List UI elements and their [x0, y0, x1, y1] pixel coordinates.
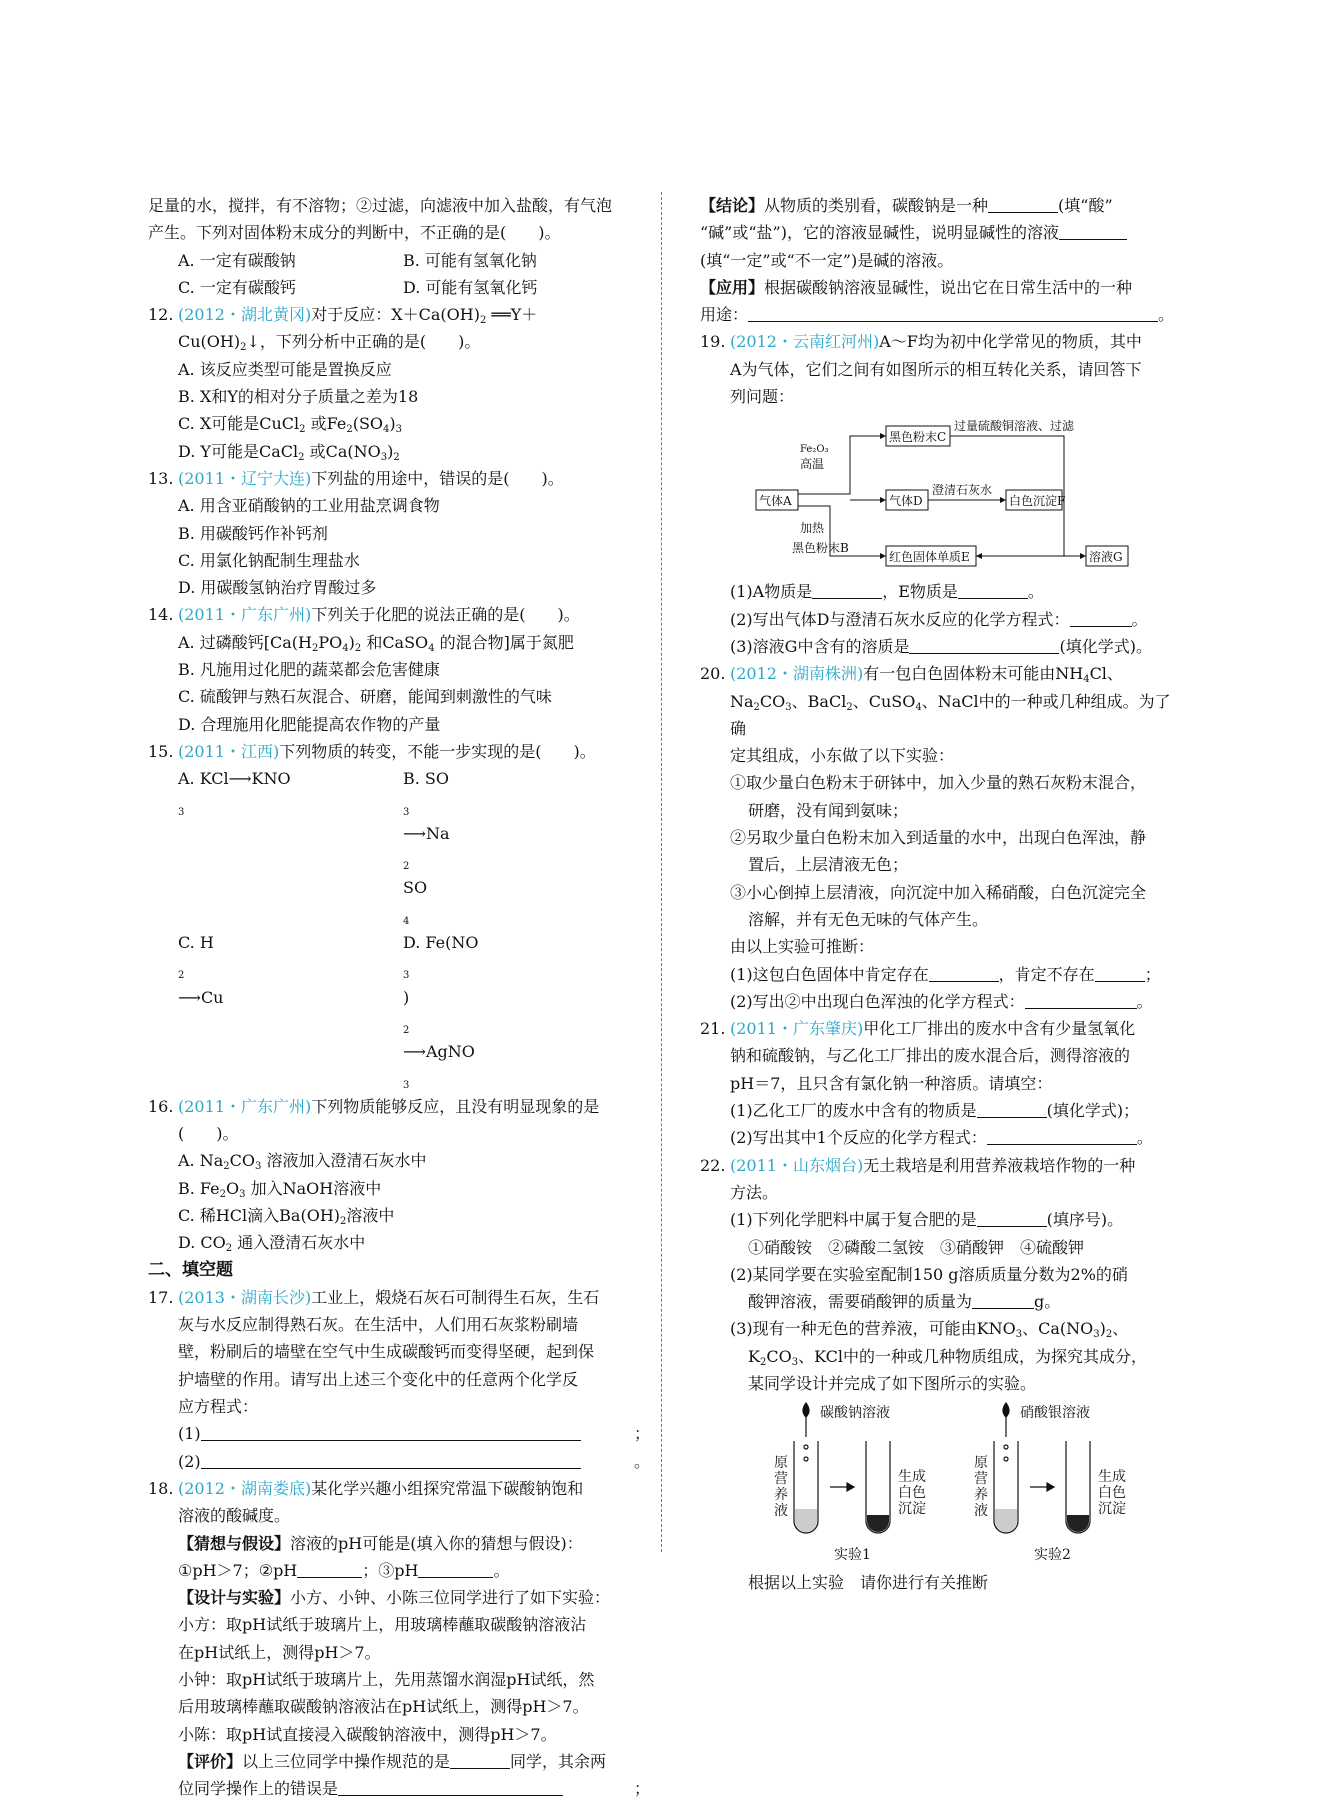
q18-chen: 小陈：取pH试直接浸入碳酸钠溶液中，测得pH＞7。: [178, 1724, 557, 1744]
q19-answer-3: (3)溶液G中含有的溶质是 (填化学式)。: [730, 636, 1152, 656]
q16-opt-a: A. $Na_2CO_3$ 溶液加入澄清石灰水中: [178, 1151, 427, 1173]
q14-opt-a: A. 过磷酸钙[$Ca(H_2PO_4)_2$ 和CaSO$_4$ 的混合物]属于氮肥: [178, 632, 574, 654]
answer-blank[interactable]: [972, 1290, 1034, 1309]
answer-blank[interactable]: [1059, 221, 1127, 240]
q17-line: 壁，粉刷后的墙壁在空气中生成碳酸钙而变得坚硬，起到保: [178, 1342, 595, 1362]
label-cuso4: 过量硫酸铜溶液、过滤: [954, 419, 1075, 434]
label-gas-d: 气体D: [889, 494, 923, 509]
question-21: [700, 1015, 1176, 1151]
question-number: 22.: [700, 1155, 726, 1175]
answer-blank[interactable]: [297, 1559, 362, 1578]
conversion-diagram: [730, 414, 1150, 574]
answer-blank[interactable]: [450, 1750, 510, 1769]
q13-opt-c: C. 用氯化钠配制生理盐水: [178, 550, 360, 570]
q18-apply-2: 用途： 。: [700, 305, 1175, 325]
question-source: (2011・山东烟台): [730, 1155, 864, 1175]
answer-blank[interactable]: [929, 963, 999, 982]
svg-text:生成: 生成: [898, 1469, 926, 1486]
right-column: [700, 192, 1176, 1597]
q12-opt-a: A. 该反应类型可能是置换反应: [178, 359, 392, 379]
q11-line1: 足量的水，搅拌，有不溶物；②过滤，向滤液中加入盐酸，有气泡: [148, 196, 613, 215]
svg-text:沉淀: 沉淀: [898, 1501, 926, 1518]
q22-answer-3: (3)现有一种无色的营养液，可能由$KNO_3$、$Ca(NO_3)_2$、: [730, 1319, 1129, 1341]
q18-design: 【设计与实验】小方、小钟、小陈三位同学进行了如下实验：: [178, 1588, 611, 1608]
svg-text:原: 原: [774, 1455, 788, 1472]
label-jiare: 加热: [800, 521, 825, 536]
q12-opt-c: C. X可能是CuCl$_2$ 或$Fe_2(SO_4)_3$: [178, 414, 403, 436]
q18-guess: 【猜想与假设】溶液的pH可能是(填入你的猜想与假设)：: [178, 1533, 583, 1553]
dropper-2: [1003, 1403, 1009, 1417]
q20-step3b: 溶解，并有无色无味的气体产生。: [748, 909, 989, 929]
q18-guess-options: ①pH＞7；②pH ；③pH 。: [178, 1560, 510, 1580]
q22-answer-1: (1)下列化学肥料中属于复合肥的是 (填序号)。: [730, 1210, 1124, 1230]
question-15: [148, 738, 650, 1093]
q18-continued: [700, 192, 1176, 328]
question-number: 17.: [148, 1287, 174, 1307]
q15-stem: 下列物质的转变，不能一步实现的是( )。: [279, 741, 596, 761]
q20-step1b: 研磨，没有闻到氨味；: [748, 800, 909, 820]
answer-blank[interactable]: [1070, 608, 1132, 627]
svg-text:液: 液: [974, 1503, 988, 1520]
question-source: (2011・广东肇庆): [730, 1019, 864, 1039]
q16-stem: 下列物质能够反应，且没有明显现象的是: [311, 1096, 600, 1116]
question-number: 15.: [148, 741, 174, 761]
question-number: 20.: [700, 664, 726, 684]
q22-answer-2: (2)某同学要在实验室配制150 g溶质质量分数为2%的硝: [730, 1264, 1128, 1284]
question-source: (2012・云南红河州): [730, 332, 880, 352]
q19-stem: A～F均为初中化学常见的物质，其中: [879, 332, 1142, 352]
question-number: 19.: [700, 332, 726, 352]
svg-text:养: 养: [774, 1487, 788, 1504]
q20-stem2: $Na_2CO_3$、BaCl$_2$、CuSO$_4$、NaCl中的一种或几种组成。为了确: [730, 691, 1171, 738]
question-17: [148, 1284, 650, 1475]
q15-opt-d: D. $Fe(NO_3)_2⟶AgNO_3$: [403, 933, 479, 1091]
q11-tail: [148, 192, 650, 301]
label-black-b: 黑色粉末B: [792, 541, 849, 556]
answer-blank[interactable]: [988, 194, 1058, 213]
q21-answer-1: (1)乙化工厂的废水中含有的物质是 (填化学式)；: [730, 1101, 1140, 1121]
label-red-e: 红色固体单质E: [889, 550, 970, 565]
q15-opt-a: A. $KCl⟶KNO_3$: [178, 769, 291, 818]
question-source: (2011・广东广州): [178, 1096, 312, 1116]
label-white-f: 白色沉淀F: [1009, 494, 1066, 509]
answer-blank[interactable]: [201, 1450, 581, 1469]
label-gas-a: 气体A: [759, 494, 792, 509]
q17-answer-2: (2) 。: [178, 1451, 650, 1471]
q18-conclusion-3: (填“一定”或“不一定”)是碱的溶液。: [700, 250, 954, 270]
dropper-1: [803, 1403, 809, 1417]
q20-step2b: 置后，上层清液无色；: [748, 855, 909, 875]
q19-stem3: 列问题：: [730, 387, 795, 407]
answer-blank[interactable]: [987, 1126, 1137, 1145]
q14-opt-b: B. 凡施用过化肥的蔬菜都会危害健康: [178, 660, 440, 680]
question-number: 13.: [148, 468, 174, 488]
label-gaowen: 高温: [800, 457, 825, 472]
q19-answer-1: (1)A物质是 ，E物质是 。: [730, 582, 1044, 602]
svg-text:营: 营: [774, 1471, 788, 1488]
answer-blank[interactable]: [958, 580, 1028, 599]
q13-opt-a: A. 用含亚硝酸钠的工业用盐烹调食物: [178, 496, 440, 516]
q18-stem: 某化学兴趣小组探究常温下碳酸钠饱和: [311, 1478, 584, 1498]
q21-stem3: pH＝7，且只含有氯化钠一种溶质。请填空：: [730, 1073, 1053, 1093]
svg-text:白色: 白色: [1098, 1485, 1126, 1502]
q21-stem2: 钠和硫酸钠，与乙化工厂排出的废水混合后，测得溶液的: [730, 1046, 1131, 1066]
q20-answer-2: (2)写出②中出现白色浑浊的化学方程式： 。: [730, 991, 1153, 1011]
question-source: (2012・湖北黄冈): [178, 305, 312, 325]
q18-zhong2: 后用玻璃棒蘸取碳酸钠溶液沾在pH试纸上，测得pH＞7。: [178, 1697, 589, 1717]
experiment-2: [994, 1403, 1090, 1533]
q18-apply: 【应用】根据碳酸钠溶液显碱性，说出它在日常生活中的一种: [700, 277, 1133, 297]
question-13: [148, 465, 650, 601]
svg-text:白色: 白色: [898, 1485, 926, 1502]
q21-stem: 甲化工厂排出的废水中含有少量氢氧化: [863, 1019, 1136, 1039]
q11-opt-d: D. 可能有氢氧化钙: [403, 277, 538, 297]
q12-stem-d: ↓，下列分析中正确的是( )。: [246, 332, 481, 352]
experiment-1: [794, 1403, 890, 1533]
q16-stem2: ( )。: [178, 1124, 239, 1144]
label-exp-1: 实验1: [834, 1547, 871, 1564]
question-20: 20. (2012・湖南株洲)有一包白色固体粉末可能由$NH_4Cl$、 $Na_2CO_3$、BaCl$_2$、CuSO$_4$、NaCl中的一种或几种组成。为了确 定其组成，小东做了以下实验： ①取少量白色粉末于研钵中，加入少量的熟石灰粉末混合， 研磨，没有闻到氨味； ②另取少量白色粉末加入到适量的水中，出现白色浑浊，静 置后，上层清液无色； ③小心倒掉上层清液，向沉淀中加入稀硝酸，白色沉淀完全 溶解，并有无色无味的气体产生。 由以上实验可推断： (1)这包白色固体中肯定存在 ，肯定不存在 ； (2)写出②中出现白色浑浊的化学方程式： 。: [700, 660, 1176, 1015]
question-number: 12.: [148, 305, 174, 325]
q11-opt-b: B. 可能有氢氧化钠: [403, 250, 537, 270]
answer-blank[interactable]: [1095, 963, 1145, 982]
q14-opt-c: C. 硫酸钾与熟石灰混合、研磨，能闻到刺激性的气味: [178, 687, 552, 707]
section-heading: 二、填空题: [148, 1259, 233, 1280]
q16-opt-b: B. $Fe_2O_3$ 加入NaOH溶液中: [178, 1178, 382, 1200]
answer-blank[interactable]: [977, 1208, 1047, 1227]
q20-step1: ①取少量白色粉末于研钵中，加入少量的熟石灰粉末混合，: [730, 773, 1147, 793]
label-reagent-2: 硝酸银溶液: [1020, 1405, 1090, 1422]
q16-opt-d: D. $CO_2$ 通入澄清石灰水中: [178, 1233, 366, 1255]
q19-answer-2: (2)写出气体D与澄清石灰水反应的化学方程式： 。: [730, 609, 1148, 629]
q19-stem2: A为气体，它们之间有如图所示的相互转化关系，请回答下: [730, 359, 1142, 379]
q16-opt-c: C. 稀HCl滴入$Ba(OH)_2$溶液中: [178, 1205, 395, 1227]
q20-answer-1: (1)这包白色固体中肯定存在 ，肯定不存在 ；: [730, 964, 1161, 984]
q11-opt-c: C. 一定有碳酸钙: [178, 277, 296, 297]
question-source: (2011・辽宁大连): [178, 468, 312, 488]
label-exp-2: 实验2: [1034, 1547, 1071, 1564]
answer-blank[interactable]: [909, 635, 1059, 654]
answer-blank[interactable]: [977, 1099, 1047, 1118]
q18-eval2: 位同学操作上的错误是 ；: [178, 1779, 650, 1799]
svg-text:营: 营: [974, 1471, 988, 1488]
question-source: (2013・湖南长沙): [178, 1287, 312, 1307]
q15-opt-b: B. $SO_3⟶Na_2SO_4$: [403, 769, 450, 927]
column-divider: [661, 192, 662, 1552]
svg-text:液: 液: [774, 1503, 788, 1520]
q15-opt-c: C. $H_2⟶Cu$: [178, 933, 224, 1007]
q12-opt-b: B. X和Y的相对分子质量之差为18: [178, 387, 419, 407]
question-number: 21.: [700, 1019, 726, 1039]
q22-answer-3b: $K_2CO_3$、KCl中的一种或几种物质组成，为探究其成分，: [748, 1346, 1147, 1368]
question-14: [148, 601, 650, 737]
q22-last-line: 根据以上实验 请你进行有关推断: [748, 1573, 989, 1593]
q13-opt-b: B. 用碳酸钙作补钙剂: [178, 523, 328, 543]
label-black-c: 黑色粉末C: [889, 430, 947, 445]
q18-fang2: 在pH试纸上，测得pH＞7。: [178, 1642, 381, 1662]
q18-zhong: 小钟：取pH试纸于玻璃片上，先用蒸馏水润湿pH试纸，然: [178, 1670, 595, 1690]
q17-answer-1: (1) ；: [178, 1424, 650, 1444]
question-number: 14.: [148, 605, 174, 625]
q18-conclusion: 【结论】从物质的类别看，碳酸钠是一种 (填“酸”: [700, 196, 1113, 215]
q11-line2: 产生。下列对固体粉末成分的判断中，不正确的是( )。: [148, 223, 561, 243]
q12-stem-b: ══Y＋: [491, 305, 538, 325]
q22-answer-3c: 某同学设计并完成了如下图所示的实验。: [748, 1373, 1037, 1393]
svg-text:原: 原: [974, 1455, 988, 1472]
q12-stem: 对于反应：X＋Ca(OH): [311, 305, 480, 325]
q17-line: 护墙壁的作用。请写出上述三个变化中的任意两个化学反: [178, 1369, 579, 1389]
answer-blank[interactable]: [338, 1777, 563, 1796]
svg-text:生成: 生成: [1098, 1469, 1126, 1486]
q17-line: 应方程式：: [178, 1397, 259, 1417]
label-reagent-1: 碳酸钠溶液: [820, 1405, 890, 1422]
answer-blank[interactable]: [748, 303, 1158, 322]
answer-blank[interactable]: [201, 1422, 581, 1441]
question-19: [700, 328, 1176, 660]
q21-answer-2: (2)写出其中1个反应的化学方程式： 。: [730, 1128, 1153, 1148]
q22-stem: 无土栽培是利用营养液栽培作物的一种: [863, 1155, 1136, 1175]
left-column: [148, 192, 650, 1803]
q12-opt-d: D. Y可能是CaCl$_2$ 或$Ca(NO_3)_2$: [178, 441, 400, 463]
q18-fang: 小方：取pH试纸于玻璃片上，用玻璃棒蘸取碳酸钠溶液沾: [178, 1615, 587, 1635]
label-limewater: 澄清石灰水: [932, 483, 993, 498]
question-source: (2011・广东广州): [178, 605, 312, 625]
q18-conclusion-2: “碱”或“盐”)，它的溶液显碱性，说明显碱性的溶液: [700, 219, 1176, 246]
q13-stem: 下列盐的用途中，错误的是( )。: [311, 468, 564, 488]
experiment-figure: [730, 1397, 1150, 1569]
svg-text:沉淀: 沉淀: [1098, 1501, 1126, 1518]
answer-blank[interactable]: [418, 1559, 493, 1578]
q13-opt-d: D. 用碳酸氢钠治疗胃酸过多: [178, 578, 377, 598]
question-source: (2011・江西): [178, 741, 280, 761]
q14-opt-d: D. 合理施用化肥能提高农作物的产量: [178, 714, 441, 734]
label-sol-g: 溶液G: [1089, 550, 1123, 565]
q22-answer-2b: 酸钾溶液，需要硝酸钾的质量为 g。: [748, 1292, 1061, 1312]
q11-opt-a: A. 一定有碳酸钠: [178, 250, 296, 270]
q14-stem: 下列关于化肥的说法正确的是( )。: [311, 605, 580, 625]
q17-line: 工业上，煅烧石灰石可制得生石灰，生石: [311, 1287, 600, 1307]
q20-stem3: 定其组成，小东做了以下实验：: [730, 746, 955, 766]
question-number: 16.: [148, 1096, 174, 1116]
q18-eval: 【评价】以上三位同学中操作规范的是 同学，其余两: [178, 1751, 607, 1771]
question-16: [148, 1093, 650, 1257]
q22-stem2: 方法。: [730, 1182, 779, 1202]
question-source: (2012・湖南株洲): [730, 664, 864, 684]
question-source: (2012・湖南娄底): [178, 1478, 312, 1498]
svg-text:养: 养: [974, 1487, 988, 1504]
q18-stem2: 溶液的酸碱度。: [178, 1506, 291, 1526]
q22-fertilizer-options: ①硝酸铵 ②磷酸二氢铵 ③硝酸钾 ④硫酸钾: [748, 1237, 1085, 1257]
answer-blank[interactable]: [812, 580, 882, 599]
q20-step2: ②另取少量白色粉末加入到适量的水中，出现白色浑浊，静: [730, 828, 1147, 848]
question-18: [148, 1475, 650, 1803]
q20-infer: 由以上实验可推断：: [730, 937, 875, 957]
q12-stem-c: Cu(OH): [178, 332, 241, 352]
q17-line: 灰与水反应制得熟石灰。在生活中，人们用石灰浆粉刷墙: [178, 1315, 579, 1335]
answer-blank[interactable]: [1025, 990, 1137, 1009]
question-22: [700, 1152, 1176, 1597]
question-12: 12. (2012・湖北黄冈)对于反应：$X+Ca(OH)_2$ ══Y＋ $Cu(OH)_2↓$，下列分析中正确的是( )。 A. 该反应类型可能是置换反应 B. X和Y的相对分子质量之差为18 C. X可能是CuCl$_2$ 或$Fe_2(SO_4)_3$ D. Y可能是CaCl$_2$ 或$Ca(NO_3)_2$: [148, 301, 650, 465]
question-number: 18.: [148, 1478, 174, 1498]
q20-step3: ③小心倒掉上层清液，向沉淀中加入稀硝酸，白色沉淀完全: [730, 882, 1147, 902]
label-fe2o3: Fe₂O₃: [800, 444, 829, 456]
